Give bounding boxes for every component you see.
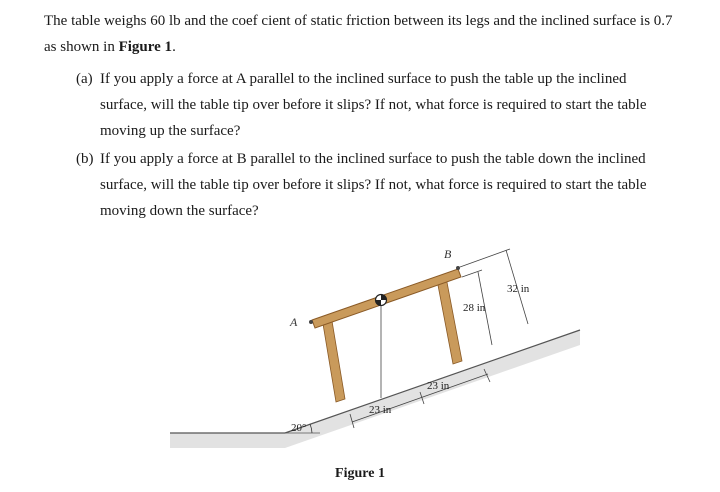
point-a-marker bbox=[309, 320, 313, 324]
dim-32-ext-top bbox=[460, 249, 510, 267]
figure-reference: Figure 1 bbox=[118, 39, 173, 55]
table-leg-right bbox=[437, 277, 462, 364]
part-a-text: If you apply a force at A parallel to the inclined surface to push the table up the inclined surface, will the table tip over before it slips? If not, what force is required to start the table moving up the surface? bbox=[100, 71, 647, 139]
point-b-label: B bbox=[444, 247, 452, 261]
dim-28-label: 28 in bbox=[463, 302, 486, 314]
incline-surface bbox=[170, 330, 580, 448]
point-a-label: A bbox=[290, 315, 298, 329]
angle-label: 20° bbox=[291, 422, 307, 434]
dim-32-label: 32 in bbox=[507, 283, 530, 295]
part-a-label: (a) bbox=[76, 71, 93, 87]
table-leg-left bbox=[322, 315, 345, 402]
intro-end: . bbox=[172, 39, 176, 55]
figure-caption: Figure 1 bbox=[335, 466, 385, 481]
point-b-marker bbox=[456, 266, 460, 270]
part-b-label: (b) bbox=[76, 151, 94, 167]
part-b-text: If you apply a force at B parallel to the inclined surface to push the table down the inclined surface, will the table tip over before it slips? If not, what force is required to start the table moving down the surface? bbox=[100, 151, 647, 219]
dim-23-upper-label: 23 in bbox=[427, 380, 450, 392]
intro-text: The table weighs 60 lb and the coef cient of static friction between its legs and the inclined surface is 0.7 as shown in bbox=[44, 13, 673, 55]
dim-23-lower-label: 23 in bbox=[369, 404, 392, 416]
